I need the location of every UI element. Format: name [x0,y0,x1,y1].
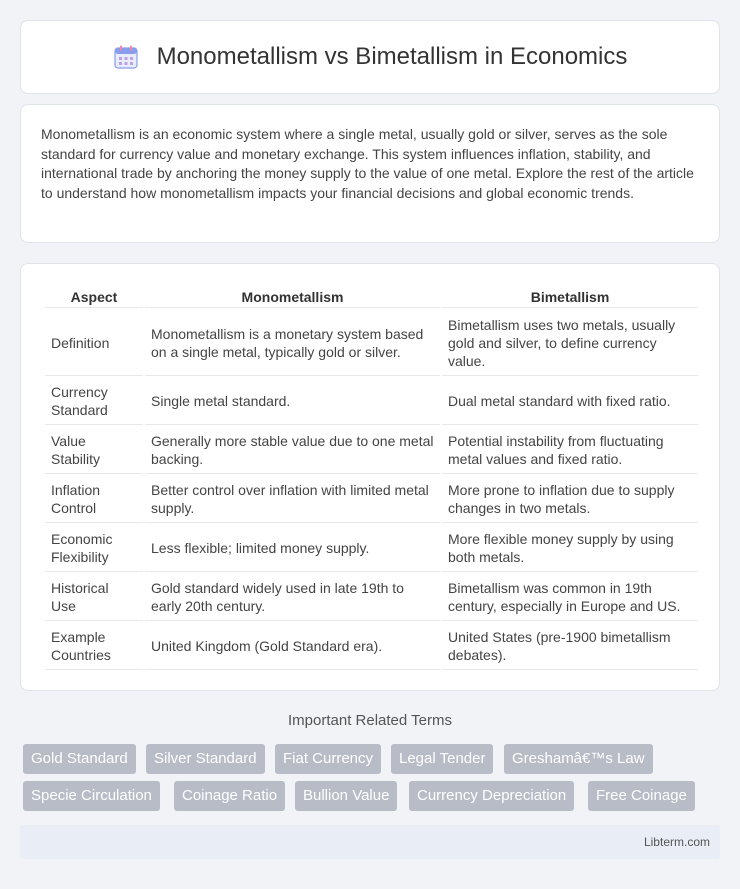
cell-aspect: Currency Standard [45,378,143,425]
cell-bi: Bimetallism was common in 19th century, especially in Europe and US. [442,574,698,621]
cell-bi: More flexible money supply by using both metals. [442,525,698,572]
tag-gold-standard[interactable]: Gold Standard [23,744,136,774]
related-terms-title: Important Related Terms [288,712,452,729]
header-monometallism: Monometallism [145,286,440,308]
cell-bi: More prone to inflation due to supply changes in two metals. [442,476,698,523]
cell-mono: United Kingdom (Gold Standard era). [145,623,440,670]
intro-text: Monometallism is an economic system where a single metal, usually gold or silver, serves as the sole standard for currency value and monetary exchange. This system influences inflation, stability, and international trade by anchoring the money supply to the value of one metal. Explore the rest of the article to understand how monometallism impacts your financial decisions and global economic trends. [41,126,694,201]
table-row [45,378,698,425]
footer-link[interactable]: Libterm.com [643,835,710,849]
cell-bi: Potential instability from fluctuating metal values and fixed ratio. [442,427,698,474]
cell-bi: United States (pre-1900 bimetallism debates). [442,623,698,670]
tag-legal-tender[interactable]: Legal Tender [391,744,493,774]
tag-coinage-ratio[interactable]: Coinage Ratio [174,781,285,811]
cell-mono: Generally more stable value due to one metal backing. [145,427,440,474]
comparison-table-card [20,263,720,691]
page-title: Monometallism vs Bimetallism in Economics [156,43,628,70]
cell-aspect: Example Countries [45,623,143,670]
cell-mono: Monometallism is a monetary system based on a single metal, typically gold or silver. [145,310,440,376]
tag-free-coinage[interactable]: Free Coinage [588,781,695,811]
cell-mono: Better control over inflation with limited metal supply. [145,476,440,523]
header-card [20,20,720,94]
footer [20,825,720,859]
cell-aspect: Economic Flexibility [45,525,143,572]
title-wrap [113,43,628,71]
intro-card [20,104,720,243]
table-row [45,574,698,621]
table-row [45,623,698,670]
table-row [45,427,698,474]
cell-mono: Single metal standard. [145,378,440,425]
cell-bi: Dual metal standard with fixed ratio. [442,378,698,425]
tag-greshams-law[interactable]: Greshamâ€™s Law [504,744,653,774]
tag-fiat-currency[interactable]: Fiat Currency [275,744,381,774]
comparison-table [43,284,700,672]
cell-bi: Bimetallism uses two metals, usually gold and silver, to define currency value. [442,310,698,376]
header-bimetallism: Bimetallism [442,286,698,308]
tag-currency-depreciation[interactable]: Currency Depreciation [409,781,574,811]
cell-mono: Gold standard widely used in late 19th to early 20th century. [145,574,440,621]
calendar-icon [113,44,139,70]
table-header-row [45,286,698,308]
cell-mono: Less flexible; limited money supply. [145,525,440,572]
tag-specie-circulation[interactable]: Specie Circulation [23,781,160,811]
cell-aspect: Inflation Control [45,476,143,523]
cell-aspect: Definition [45,310,143,376]
cell-aspect: Value Stability [45,427,143,474]
tag-silver-standard[interactable]: Silver Standard [146,744,265,774]
tag-bullion-value[interactable]: Bullion Value [295,781,397,811]
header-aspect: Aspect [45,286,143,308]
table-row [45,310,698,376]
cell-aspect: Historical Use [45,574,143,621]
table-row [45,476,698,523]
table-row [45,525,698,572]
